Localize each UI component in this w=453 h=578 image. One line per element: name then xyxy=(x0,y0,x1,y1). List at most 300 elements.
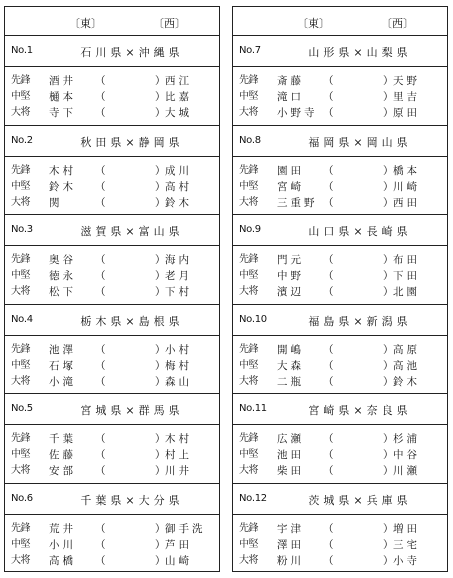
player-row xyxy=(5,447,219,463)
east-prefecture: 栃木県 xyxy=(80,314,126,328)
player-row xyxy=(233,179,447,195)
east-player: 二瓶 xyxy=(277,375,304,388)
player-row xyxy=(233,73,447,89)
versus-mark: × xyxy=(353,493,367,507)
paren-close: ） xyxy=(383,465,394,477)
match-block xyxy=(233,36,447,126)
position-label: 先鋒 xyxy=(11,164,30,176)
paren-open: （ xyxy=(95,107,106,119)
east-player: 大森 xyxy=(277,359,304,372)
west-prefecture: 兵庫県 xyxy=(366,493,412,507)
paren-close: ） xyxy=(383,164,394,177)
east-prefecture: 宮城県 xyxy=(80,404,126,417)
match-number: No.8 xyxy=(239,134,261,146)
west-prefecture: 岡山県 xyxy=(366,135,412,149)
position-label: 先鋒 xyxy=(11,75,30,86)
position-label: 中堅 xyxy=(11,91,30,102)
west-prefecture: 富山県 xyxy=(138,225,184,238)
east-prefecture: 石川県 xyxy=(80,46,126,59)
match-teams xyxy=(279,134,441,150)
match-teams xyxy=(51,44,213,60)
paren-open: （ xyxy=(95,164,106,177)
paren-open: （ xyxy=(95,433,106,445)
west-player: 増田 xyxy=(393,522,420,535)
east-prefecture: 福島県 xyxy=(308,314,354,328)
west-player: 川井 xyxy=(165,465,192,477)
position-label: 大将 xyxy=(239,107,258,118)
position-label: 中堅 xyxy=(239,538,258,550)
west-player: 下村 xyxy=(165,286,192,298)
east-player: 池田 xyxy=(277,449,304,461)
west-player: 木村 xyxy=(165,433,192,445)
position-label: 中堅 xyxy=(11,538,30,550)
paren-close: ） xyxy=(383,343,394,356)
position-label: 中堅 xyxy=(239,449,258,460)
west-prefecture: 大分県 xyxy=(138,493,184,507)
player-rows xyxy=(233,425,447,479)
east-player: 小滝 xyxy=(49,375,76,388)
player-row xyxy=(233,374,447,390)
player-rows xyxy=(5,157,219,211)
player-rows xyxy=(233,157,447,211)
east-player: 濱辺 xyxy=(277,286,304,298)
position-label: 大将 xyxy=(11,465,30,476)
match-number: No.11 xyxy=(239,403,267,414)
player-row xyxy=(233,105,447,121)
match-header xyxy=(233,36,447,67)
right-column xyxy=(232,6,448,572)
east-player: 中野 xyxy=(277,270,304,282)
east-player: 石塚 xyxy=(49,359,76,372)
versus-mark: × xyxy=(353,404,367,417)
paren-open: （ xyxy=(323,538,334,551)
west-player: 布田 xyxy=(393,254,420,266)
paren-close: ） xyxy=(383,180,394,193)
paren-close: ） xyxy=(383,375,394,388)
paren-close: ） xyxy=(383,196,394,209)
player-row xyxy=(5,195,219,211)
paren-close: ） xyxy=(155,270,166,282)
east-player: 寺下 xyxy=(49,107,76,119)
west-player: 鈴木 xyxy=(165,196,192,209)
match-block xyxy=(5,394,219,484)
paren-open: （ xyxy=(95,522,106,535)
paren-close: ） xyxy=(155,286,166,298)
match-number: No.4 xyxy=(11,313,33,325)
west-player: 高原 xyxy=(393,343,420,356)
match-header xyxy=(5,484,219,515)
position-label: 中堅 xyxy=(239,359,258,371)
paren-close: ） xyxy=(155,254,166,266)
paren-open: （ xyxy=(95,465,106,477)
versus-mark: × xyxy=(125,404,139,417)
west-prefecture: 奈良県 xyxy=(366,404,412,417)
player-row xyxy=(233,358,447,374)
position-label: 先鋒 xyxy=(239,433,258,444)
east-player: 小野寺 xyxy=(277,107,318,119)
player-row xyxy=(233,553,447,569)
east-player: 滝口 xyxy=(277,91,304,103)
player-rows xyxy=(233,515,447,569)
west-prefecture: 島根県 xyxy=(138,314,184,328)
position-label: 大将 xyxy=(239,375,258,387)
paren-close: ） xyxy=(383,449,394,461)
player-row xyxy=(233,195,447,211)
west-player: 小寺 xyxy=(393,554,420,567)
match-block xyxy=(5,36,219,126)
east-prefecture: 宮崎県 xyxy=(308,404,354,417)
paren-close: ） xyxy=(383,554,394,567)
paren-open: （ xyxy=(95,538,106,551)
player-rows xyxy=(5,425,219,479)
paren-open: （ xyxy=(95,449,106,461)
west-player: 橋本 xyxy=(393,164,420,177)
player-row xyxy=(5,73,219,89)
paren-open: （ xyxy=(323,286,334,298)
paren-open: （ xyxy=(323,343,334,356)
match-header xyxy=(233,305,447,336)
match-teams xyxy=(51,134,213,150)
match-header xyxy=(5,36,219,67)
match-header xyxy=(5,126,219,157)
west-player: 下田 xyxy=(393,270,420,282)
match-teams xyxy=(51,313,213,329)
player-row xyxy=(233,268,447,284)
player-row xyxy=(5,374,219,390)
match-number: No.6 xyxy=(11,492,33,504)
match-header xyxy=(5,305,219,336)
match-block xyxy=(5,126,219,216)
paren-open: （ xyxy=(323,270,334,282)
column-header xyxy=(5,7,219,36)
paren-open: （ xyxy=(323,75,334,87)
east-player: 斎藤 xyxy=(277,75,304,87)
east-player: 高橋 xyxy=(49,554,76,567)
paren-open: （ xyxy=(323,554,334,567)
position-label: 大将 xyxy=(11,286,30,297)
match-block xyxy=(5,215,219,305)
player-row xyxy=(233,163,447,179)
east-prefecture: 福岡県 xyxy=(308,135,354,149)
player-rows xyxy=(5,67,219,121)
west-player: 高村 xyxy=(165,180,192,193)
player-row xyxy=(233,89,447,105)
match-number: No.2 xyxy=(11,134,33,146)
player-row xyxy=(233,252,447,268)
player-rows xyxy=(5,515,219,569)
west-player: 三宅 xyxy=(393,538,420,551)
position-label: 中堅 xyxy=(11,180,30,192)
versus-mark: × xyxy=(353,314,367,328)
match-number: No.7 xyxy=(239,45,261,56)
paren-open: （ xyxy=(95,554,106,567)
position-label: 先鋒 xyxy=(11,254,30,265)
paren-open: （ xyxy=(95,270,106,282)
player-row xyxy=(5,284,219,300)
paren-open: （ xyxy=(323,107,334,119)
paren-close: ） xyxy=(383,75,394,87)
paren-close: ） xyxy=(383,254,394,266)
position-label: 先鋒 xyxy=(239,254,258,265)
match-teams xyxy=(279,492,441,508)
west-prefecture: 山梨県 xyxy=(366,46,412,59)
paren-close: ） xyxy=(383,107,394,119)
east-player: 門元 xyxy=(277,254,304,266)
west-player: 杉浦 xyxy=(393,433,420,445)
paren-close: ） xyxy=(155,164,166,177)
paren-close: ） xyxy=(155,538,166,551)
paren-close: ） xyxy=(383,433,394,445)
paren-close: ） xyxy=(155,343,166,356)
east-player: 鈴木 xyxy=(49,180,76,193)
match-list xyxy=(5,36,219,573)
paren-open: （ xyxy=(323,465,334,477)
west-player: 老月 xyxy=(165,270,192,282)
east-player: 粉川 xyxy=(277,554,304,567)
player-row xyxy=(5,89,219,105)
west-player: 北園 xyxy=(393,286,420,298)
match-teams xyxy=(279,313,441,329)
match-teams xyxy=(51,492,213,508)
paren-open: （ xyxy=(323,180,334,193)
paren-open: （ xyxy=(95,375,106,388)
east-player: 木村 xyxy=(49,164,76,177)
east-player: 千葉 xyxy=(49,433,76,445)
east-player: 広瀬 xyxy=(277,433,304,445)
west-player: 西江 xyxy=(165,75,192,87)
versus-mark: × xyxy=(353,135,367,149)
position-label: 先鋒 xyxy=(239,522,258,534)
east-player: 荒井 xyxy=(49,522,76,535)
player-row xyxy=(5,163,219,179)
match-header xyxy=(233,484,447,515)
player-row xyxy=(233,537,447,553)
paren-close: ） xyxy=(383,286,394,298)
match-list xyxy=(233,36,447,573)
player-rows xyxy=(233,67,447,121)
left-column xyxy=(4,6,220,572)
east-prefecture: 滋賀県 xyxy=(80,225,126,238)
position-label: 中堅 xyxy=(11,359,30,371)
east-header: 〔東〕 xyxy=(69,17,102,30)
paren-close: ） xyxy=(155,522,166,535)
position-label: 中堅 xyxy=(239,91,258,102)
versus-mark: × xyxy=(125,314,139,328)
east-player: 酒井 xyxy=(49,75,76,87)
player-row xyxy=(5,463,219,479)
east-player: 澤田 xyxy=(277,538,304,551)
player-row xyxy=(233,521,447,537)
paren-open: （ xyxy=(323,522,334,535)
player-row xyxy=(5,342,219,358)
versus-mark: × xyxy=(353,46,367,59)
position-label: 大将 xyxy=(11,554,30,566)
player-rows xyxy=(5,246,219,300)
paren-open: （ xyxy=(95,359,106,372)
west-prefecture: 群馬県 xyxy=(138,404,184,417)
match-teams xyxy=(51,223,213,239)
player-row xyxy=(233,431,447,447)
paren-close: ） xyxy=(383,91,394,103)
east-player: 宮崎 xyxy=(277,180,304,193)
match-block xyxy=(233,484,447,574)
east-header: 〔東〕 xyxy=(297,17,330,30)
match-block xyxy=(233,126,447,216)
paren-open: （ xyxy=(323,254,334,266)
match-header xyxy=(233,215,447,246)
match-header xyxy=(233,126,447,157)
versus-mark: × xyxy=(125,225,139,238)
east-player: 池澤 xyxy=(49,343,76,356)
east-prefecture: 秋田県 xyxy=(80,135,126,149)
east-player: 三重野 xyxy=(277,196,318,209)
west-player: 大城 xyxy=(165,107,192,119)
paren-close: ） xyxy=(155,180,166,193)
east-player: 関 xyxy=(49,196,63,209)
east-player: 安部 xyxy=(49,465,76,477)
paren-close: ） xyxy=(383,538,394,551)
west-player: 村上 xyxy=(165,449,192,461)
paren-close: ） xyxy=(383,522,394,535)
versus-mark: × xyxy=(125,135,139,149)
east-player: 松下 xyxy=(49,286,76,298)
paren-open: （ xyxy=(323,359,334,372)
match-teams xyxy=(279,402,441,418)
position-label: 大将 xyxy=(11,107,30,118)
west-player: 海内 xyxy=(165,254,192,266)
player-rows xyxy=(233,246,447,300)
match-number: No.12 xyxy=(239,492,267,504)
match-number: No.5 xyxy=(11,403,33,414)
player-rows xyxy=(233,336,447,390)
player-row xyxy=(5,553,219,569)
player-row xyxy=(5,268,219,284)
paren-open: （ xyxy=(95,343,106,356)
paren-open: （ xyxy=(323,91,334,103)
position-label: 先鋒 xyxy=(239,343,258,355)
match-number: No.9 xyxy=(239,224,261,235)
paren-open: （ xyxy=(323,164,334,177)
west-player: 御手洗 xyxy=(165,522,206,535)
player-row xyxy=(233,463,447,479)
paren-open: （ xyxy=(323,196,334,209)
match-block xyxy=(233,394,447,484)
paren-close: ） xyxy=(155,449,166,461)
paren-close: ） xyxy=(155,196,166,209)
player-row xyxy=(5,105,219,121)
player-row xyxy=(5,521,219,537)
paren-close: ） xyxy=(155,107,166,119)
position-label: 中堅 xyxy=(11,270,30,281)
west-prefecture: 静岡県 xyxy=(138,135,184,149)
east-player: 宇津 xyxy=(277,522,304,535)
player-row xyxy=(233,284,447,300)
paren-open: （ xyxy=(95,180,106,193)
east-prefecture: 千葉県 xyxy=(80,493,126,507)
east-player: 奥谷 xyxy=(49,254,76,266)
versus-mark: × xyxy=(125,46,139,59)
paren-close: ） xyxy=(155,75,166,87)
paren-open: （ xyxy=(323,433,334,445)
position-label: 中堅 xyxy=(239,270,258,281)
player-row xyxy=(5,252,219,268)
match-block xyxy=(233,215,447,305)
position-label: 中堅 xyxy=(11,449,30,460)
west-header: 〔西〕 xyxy=(381,17,414,30)
west-player: 川崎 xyxy=(393,180,420,193)
paren-open: （ xyxy=(95,196,106,209)
east-prefecture: 山口県 xyxy=(308,225,354,238)
west-player: 中谷 xyxy=(393,449,420,461)
position-label: 大将 xyxy=(239,196,258,208)
paren-open: （ xyxy=(95,254,106,266)
paren-close: ） xyxy=(155,375,166,388)
paren-open: （ xyxy=(95,91,106,103)
position-label: 中堅 xyxy=(239,180,258,192)
paren-close: ） xyxy=(155,91,166,103)
west-player: 森山 xyxy=(165,375,192,388)
paren-open: （ xyxy=(323,449,334,461)
position-label: 大将 xyxy=(11,196,30,208)
position-label: 先鋒 xyxy=(11,343,30,355)
player-row xyxy=(5,431,219,447)
west-player: 西田 xyxy=(393,196,420,209)
player-row xyxy=(5,358,219,374)
paren-close: ） xyxy=(155,465,166,477)
player-row xyxy=(233,447,447,463)
match-header xyxy=(233,394,447,425)
west-player: 比嘉 xyxy=(165,91,192,103)
west-player: 天野 xyxy=(393,75,420,87)
west-player: 高池 xyxy=(393,359,420,372)
east-player: 徳永 xyxy=(49,270,76,282)
match-block xyxy=(233,305,447,395)
east-player: 佐藤 xyxy=(49,449,76,461)
position-label: 大将 xyxy=(239,554,258,566)
east-prefecture: 山形県 xyxy=(308,46,354,59)
position-label: 先鋒 xyxy=(239,164,258,176)
paren-open: （ xyxy=(323,375,334,388)
position-label: 先鋒 xyxy=(11,433,30,444)
player-rows xyxy=(5,336,219,390)
match-teams xyxy=(279,223,441,239)
position-label: 大将 xyxy=(11,375,30,387)
west-header: 〔西〕 xyxy=(153,17,186,30)
paren-close: ） xyxy=(155,433,166,445)
west-player: 鈴木 xyxy=(393,375,420,388)
match-teams xyxy=(51,402,213,418)
west-player: 成川 xyxy=(165,164,192,177)
west-player: 原田 xyxy=(393,107,420,119)
position-label: 先鋒 xyxy=(239,75,258,86)
west-prefecture: 沖縄県 xyxy=(138,46,184,59)
paren-close: ） xyxy=(155,554,166,567)
west-prefecture: 長崎県 xyxy=(366,225,412,238)
east-player: 小川 xyxy=(49,538,76,551)
paren-close: ） xyxy=(155,359,166,372)
west-player: 山崎 xyxy=(165,554,192,567)
paren-close: ） xyxy=(383,270,394,282)
west-player: 里吉 xyxy=(393,91,420,103)
east-player: 園田 xyxy=(277,164,304,177)
match-number: No.1 xyxy=(11,45,33,56)
player-row xyxy=(233,342,447,358)
match-block xyxy=(5,484,219,574)
west-player: 小村 xyxy=(165,343,192,356)
match-number: No.3 xyxy=(11,224,33,235)
east-player: 柴田 xyxy=(277,465,304,477)
position-label: 先鋒 xyxy=(11,522,30,534)
